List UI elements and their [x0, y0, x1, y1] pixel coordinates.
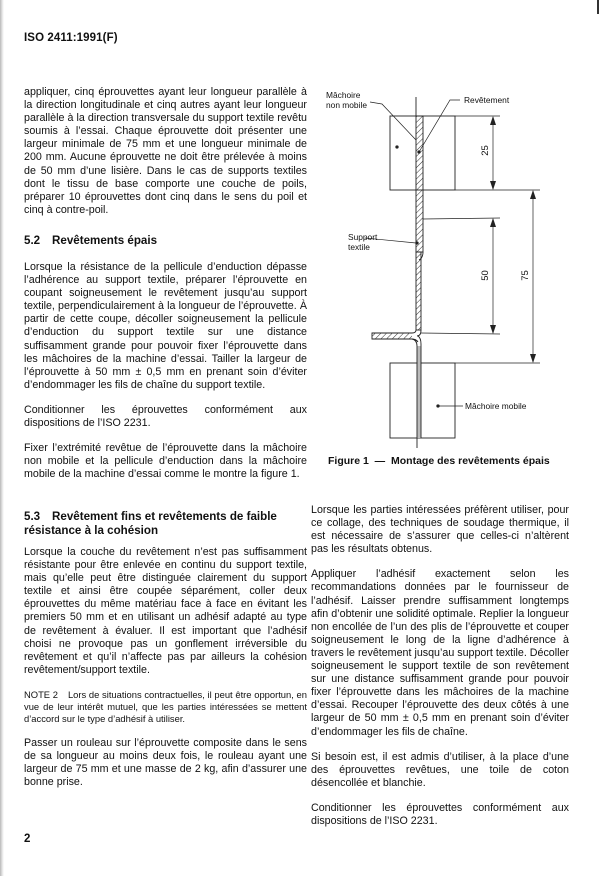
- leader-dot: [396, 146, 399, 149]
- dim-extension: [423, 218, 500, 219]
- label-line: Mâchoire: [326, 90, 361, 100]
- moving-jaw: [390, 363, 455, 438]
- coated-specimen-upper: [372, 116, 423, 342]
- section-5-2-heading: [24, 234, 307, 248]
- paragraph: Lorsque la couche du revêtement n’est pas suffisamment résistante pour être enlevée en continu du support textile, mais qu’elle peut être distinguée clairement du support textile et ainsi être coupée séparément, coller deux éprouvettes du même matériau face à face en évitant les premiers 50 mm et en utilisant un adhésif adapté au type de revêtement à évaluer. Il est important que l’adhésif choisi ne provoque pas un gonflement irréversible du revêtement et qu’il n’affecte pas par ailleurs la cohésion revêtement/support textile.: [24, 546, 307, 676]
- label-coating: Revêtement: [464, 95, 510, 105]
- paragraph: Si besoin est, il est admis d’utiliser, à la place d’une des éprouvettes revêtues, une toile de coton désencollée et blanchie.: [311, 750, 569, 789]
- paragraph: Lorsque la résistance de la pellicule d’enduction dépasse l’adhérence au support textile, préparer l’éprouvette en coupant soigneusement le revêtement jusqu’au support textile, perpendiculairement à la longueur de l’éprouvette. À partir de cette coupe, décoller soigneusement la pellicule d’enduction du support textile sur une distance suffisamment grande pour pouvoir fixer l’éprouvette dans les mâchoires de la machine d’essai. Tailler la largeur de l’éprouvette à 50 mm ± 0,5 mm en prenant soin d’éviter d’endommager les fils de chaîne du support textile.: [24, 261, 307, 391]
- scan-edge: [0, 0, 4, 876]
- note-2: [24, 689, 307, 725]
- label-line: textile: [348, 242, 370, 252]
- specimen-lower: [412, 336, 421, 438]
- crop-mark: [597, 0, 599, 14]
- section-title: Revêtement fins et revêtements de faible résistance à la cohésion: [24, 510, 277, 537]
- label-textile-support: [348, 232, 377, 252]
- figure-caption: Figure 1 — Montage des revêtements épais: [328, 455, 550, 467]
- right-column-body: [311, 504, 569, 840]
- leader-fixed-jaw: [370, 102, 416, 140]
- section-5-3-heading: [24, 510, 307, 538]
- figure-1-drawing: [300, 80, 600, 460]
- section-5-3-body: [24, 546, 307, 801]
- document-header: ISO 2411:1991(F): [24, 32, 118, 44]
- paragraph: Fixer l’extrémité revêtue de l’éprouvette dans la mâchoire non mobile et la pellicule d’enduction dans la mâchoire mobile de la machine d’essai comme le montre la figure 1.: [24, 442, 307, 481]
- dim-label-75: 75: [519, 270, 531, 281]
- section-5-2-body: [24, 261, 307, 493]
- paragraph: Lorsque les parties intéressées préfèrent utiliser, pour ce collage, des techniques de soudage thermique, il est nécessaire de s’assurer que celles-ci n’altèrent pas les résultats obtenus.: [311, 504, 569, 556]
- dimension-arrows: [490, 116, 536, 363]
- paragraph: Passer un rouleau sur l’éprouvette composite dans le sens de sa longueur au moins deux fois, le rouleau ayant une largeur de 75 mm et une masse de 2 kg, afin d’assurer une bonne prise.: [24, 736, 307, 789]
- figure-1: [300, 80, 600, 460]
- section-number: 5.2: [24, 234, 41, 247]
- paragraph: Conditionner les éprouvettes conformément aux dispositions de l’ISO 2231.: [311, 801, 569, 827]
- label-line: Support: [348, 232, 378, 242]
- dim-label-50: 50: [479, 270, 491, 281]
- paragraph: Appliquer l’adhésif exactement selon les recommandations données par le fournisseur de l’adhésif. Laisser prendre suffisamment longtemps afin d’obtenir une solidité optimale. Replier la longueur non encollée de l’un des plis de l’éprouvette et couper soigneusement le long de la ligne d’adhérence à travers le revêtement jusqu’au support textile. Décoller soigneusement le support textile de son revêtement sur une distance suffisamment grande pour pouvoir fixer l’éprouvette dans les mâchoires de la machine d’essai. Recouper l’éprouvette des deux côtés à une largeur de 50 mm ± 0,5 mm en prenant soin d’éviter d’endommager les fils de chaîne.: [311, 568, 569, 738]
- section-number: 5.3: [24, 510, 41, 523]
- intro-text: [24, 86, 307, 229]
- label-line: non mobile: [326, 100, 367, 110]
- label-fixed-jaw: [326, 90, 367, 110]
- intro-paragraph: appliquer, cinq éprouvettes ayant leur longueur parallèle à la direction longitudinale et cinq autres ayant leur longueur parallèle à la direction transversale du support textile revêtu soumis à l’essai. Chaque éprouvette doit présenter une largeur minimale de 75 mm et une longueur minimale de 200 mm. Aucune éprouvette ne doit être prélevée à moins de 50 mm d’une lisière. Dans le cas de supports textiles dont le tissu de base comporte une couche de poils, préparer 10 éprouvettes dont cinq dans le sens du poil et cinq à contre-poil.: [24, 86, 307, 216]
- label-moving-jaw: Mâchoire mobile: [465, 401, 527, 411]
- dim-extension: [421, 333, 500, 334]
- leader-coating: [419, 100, 460, 152]
- dim-label-25: 25: [479, 145, 491, 156]
- note-label: NOTE 2: [24, 688, 58, 700]
- page-number: 2: [24, 833, 31, 845]
- note-text: Lors de situations contractuelles, il peut être opportun, en vue de leur intérêt mutuel, que les parties intéressées se mettent d’accord sur le type d’adhésif à utiliser.: [24, 688, 307, 724]
- section-title: Revêtements épais: [52, 234, 158, 247]
- paragraph: Conditionner les éprouvettes conformément aux dispositions de l’ISO 2231.: [24, 403, 307, 430]
